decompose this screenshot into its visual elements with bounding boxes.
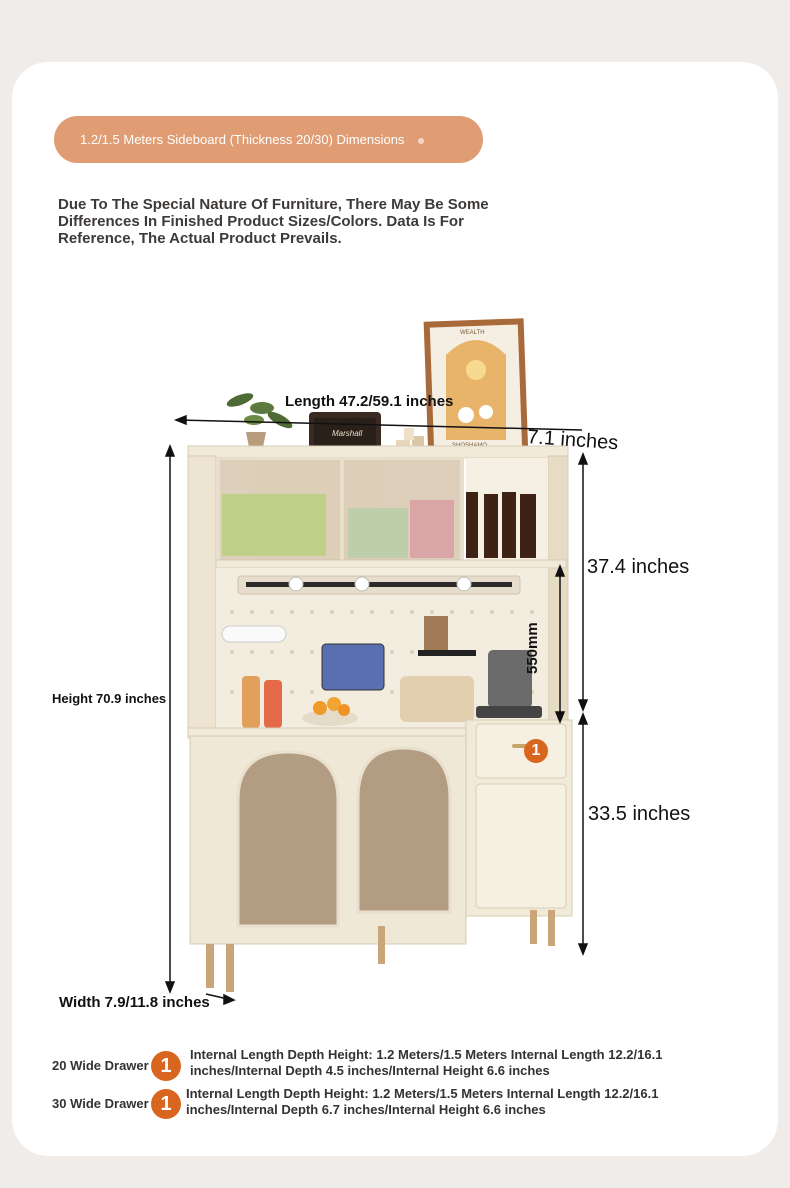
dimensions-title: 1.2/1.5 Meters Sideboard (Thickness 20/30) Dimensions: [80, 132, 405, 147]
drawer-badge: 1: [524, 739, 548, 763]
pegboard-height-dimension: 550mm: [524, 622, 541, 674]
height-dimension: Height 70.9 inches: [52, 691, 167, 706]
lower-height-dimension: 33.5 inches: [588, 803, 691, 825]
length-dimension: Length 47.2/59.1 inches: [285, 393, 454, 410]
upper-height-dimension: 37.4 inches: [587, 556, 690, 578]
drawer-row-text: Internal Length Depth Height: 1.2 Meters/1.5 Meters Internal Length 12.2/16.1 inches/Internal Depth 4.5 inches/Internal Height 6.6 inches: [190, 1047, 663, 1078]
drawer-row-badge: 1: [151, 1051, 181, 1081]
disclaimer-text: Due To The Special Nature Of Furniture, There May Be Some Differences In Finished Product Sizes/Colors. Data Is For Reference, The Actual Product Prevails.: [58, 196, 489, 247]
drawer-row-badge: 1: [151, 1089, 181, 1119]
pegboard: [216, 568, 548, 730]
poster: [424, 318, 529, 459]
width-dimension: Width 7.9/11.8 inches: [59, 994, 210, 1011]
top-depth-dimension: 7.1 inches: [526, 426, 619, 455]
drawer-row-text: Internal Length Depth Height: 1.2 Meters/1.5 Meters Internal Length 12.2/16.1 inches/Internal Depth 6.7 inches/Internal Height 6.6 inches: [186, 1086, 659, 1117]
lower-cabinet: [188, 720, 572, 992]
drawer-row-label: 20 Wide Drawer: [52, 1058, 149, 1073]
speaker-brand: Marshall: [332, 429, 363, 438]
drawer-row-label: 30 Wide Drawer: [52, 1096, 149, 1111]
poster-top-text: WEALTH: [460, 330, 485, 336]
